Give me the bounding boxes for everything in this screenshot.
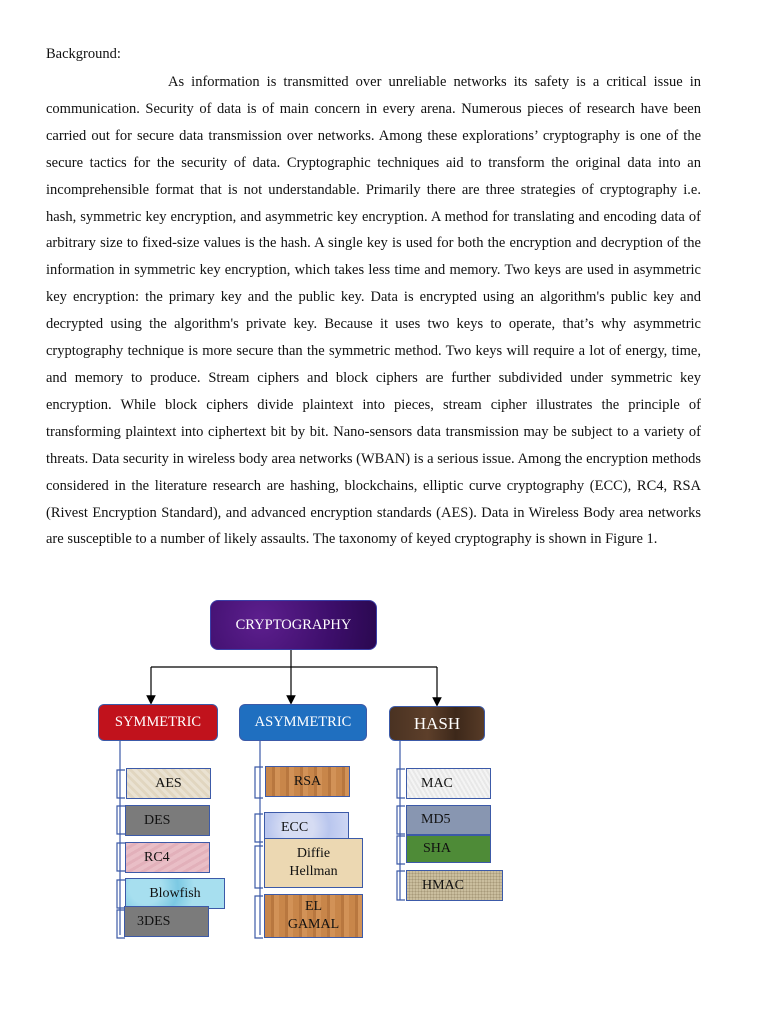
body-paragraph: As information is transmitted over unreliable networks its safety is a critical issue in communication. Security of data is of main concern in every arena. Numerous pieces of research have been carried out for secure data transmission over networks. Among these explorations’ cryptography is one of the secure tactics for the security of data. Cryptographic techniques aid to transform the original data into an incomprehensible format that is not understandable. Primarily there are three strategies of cryptography i.e. hash, symmetric key encryption, and asymmetric key encryption. A method for translating and encoding data of arbitrary size to fixed-size values is the hash. A single key is used for both the encryption and decryption of the information in symmetric key encryption, which takes less time and memory. Two keys are used in asymmetric key encryption: the primary key and the public key. Data is encrypted using an algorithm's public key and decrypted using the algorithm's private key. Because it uses two keys to operate, that’s why asymmetric cryptography technique is more secure than the symmetric method. Two keys will require a lot of energy, time, and memory to produce. Stream ciphers and block ciphers are further subdivided under symmetric key encryption. While block ciphers divide plaintext into pieces, stream cipher illustrates the principle of transforming plaintext into ciphertext bit by bit. Nano-sensors data transmission may be subject to a variety of threats. Data security in wireless body area networks (WBAN) is a serious issue. Among the encryption methods considered in the literature research are hashing, blockchains, elliptic curve cryptography (ECC), RC4, RSA (Rivest Encryption Standard), and advanced encryption standards (AES). Data in Wireless Body area networks are susceptible to a number of likely assaults. The taxonomy of keyed cryptography is shown in Figure 1. bbox=[46, 74, 701, 548]
leaf-aes: AES bbox=[126, 768, 211, 799]
leaf-3des: 3DES bbox=[124, 906, 209, 937]
leaf-hmac: HMAC bbox=[406, 870, 503, 901]
leaf-ecc: ECC bbox=[264, 812, 349, 843]
leaf-el-gamal: EL GAMAL bbox=[264, 894, 363, 938]
leaf-mac: MAC bbox=[406, 768, 491, 799]
leaf-blowfish: Blowfish bbox=[125, 878, 225, 909]
cryptography-root-node: CRYPTOGRAPHY bbox=[210, 600, 377, 650]
asymmetric-category-node: ASYMMETRIC bbox=[239, 704, 367, 741]
leaf-diffie-hellman: Diffie Hellman bbox=[264, 838, 363, 888]
hash-category-node: HASH bbox=[389, 706, 485, 741]
leaf-rc4: RC4 bbox=[125, 842, 210, 873]
leaf-md5: MD5 bbox=[406, 805, 491, 835]
section-heading: Background: bbox=[46, 46, 121, 62]
leaf-rsa: RSA bbox=[265, 766, 350, 797]
leaf-des: DES bbox=[125, 805, 210, 836]
tree-connector-lines bbox=[151, 650, 437, 702]
leaf-sha: SHA bbox=[406, 835, 491, 863]
symmetric-category-node: SYMMETRIC bbox=[98, 704, 218, 741]
